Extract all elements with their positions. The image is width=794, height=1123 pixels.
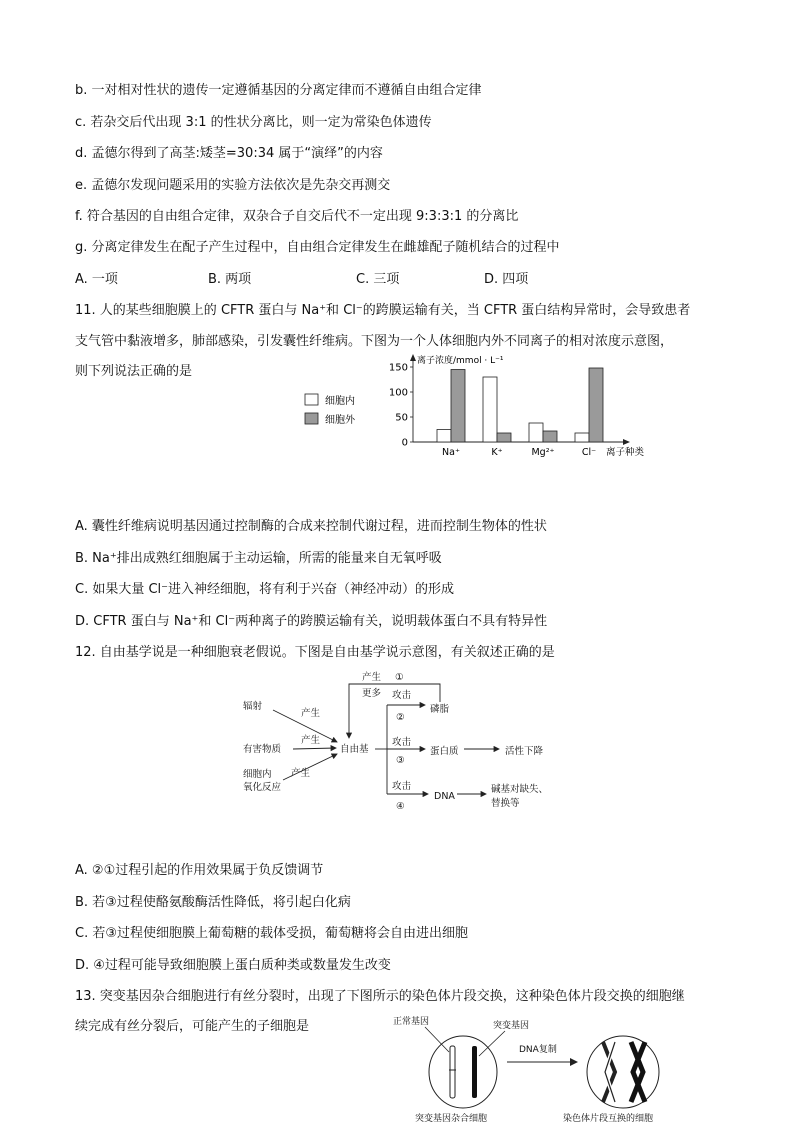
bar-inside-1 — [483, 377, 497, 442]
q10-statement-d: d. 孟德尔得到了高茎:矮茎=30:34 属于“演绎”的内容 — [75, 146, 383, 161]
bar-inside-2 — [529, 423, 543, 442]
legend-label-outside: 细胞外 — [325, 415, 355, 426]
label-produce-3: 产生 — [291, 768, 311, 779]
y-tick-label: 150 — [388, 362, 408, 374]
bar-outside-3 — [589, 368, 603, 442]
q10-statement-e: e. 孟德尔发现问题采用的实验方法依次是先杂交再测交 — [75, 178, 391, 193]
step-3-marker: ③ — [396, 755, 405, 766]
q10-statement-g: g. 分离定律发生在配子产生过程中，自由组合定律发生在雌雄配子随机结合的过程中 — [75, 240, 560, 255]
target-dna: DNA — [434, 791, 455, 802]
label-normal-gene: 正常基因 — [393, 1017, 430, 1027]
bar-outside-1 — [497, 433, 511, 442]
q13-stem-line2: 续完成有丝分裂后，可能产生的子细胞是 — [75, 1019, 310, 1034]
q11-option-d[interactable]: D. CFTR 蛋白与 Na⁺和 Cl⁻两种离子的跨膜运输有关，说明载体蛋白不具有特异性 — [75, 614, 548, 629]
category-label: K⁺ — [491, 447, 503, 458]
bar-outside-2 — [543, 431, 557, 442]
q10-statement-c: c. 若杂交后代出现 3:1 的性状分离比，则一定为常染色体遗传 — [75, 115, 432, 130]
y-axis-arrow — [410, 354, 416, 361]
q10-options — [75, 271, 675, 289]
source-oxidation-line2: 氧化反应 — [243, 782, 282, 793]
label-dna-replication: DNA复制 — [519, 1045, 557, 1055]
q13-stem-line1: 13. 突变基因杂合细胞进行有丝分裂时，出现了下图所示的染色体片段交换，这种染色体片段交换的细胞继 — [75, 989, 685, 1004]
q10-statement-b: b. 一对相对性状的遗传一定遵循基因的分离定律而不遵循自由组合定律 — [75, 83, 482, 98]
legend-swatch-inside — [305, 394, 318, 405]
bar-outside-0 — [451, 370, 465, 443]
q10-option-d[interactable]: D. 四项 — [484, 272, 529, 287]
q11-option-c[interactable]: C. 如果大量 Cl⁻进入神经细胞，将有利于兴奋（神经冲动）的形成 — [75, 582, 455, 597]
y-tick-label: 100 — [388, 387, 408, 399]
q12-option-d[interactable]: D. ④过程可能导致细胞膜上蛋白质种类或数量发生改变 — [75, 958, 391, 973]
label-produce-top: 产生 — [362, 672, 382, 683]
q10-option-b[interactable]: B. 两项 — [208, 272, 252, 287]
y-axis-label: 离子浓度/mmol · L⁻¹ — [417, 356, 504, 366]
q12-option-a[interactable]: A. ②①过程引起的作用效果属于负反馈调节 — [75, 863, 324, 878]
x-axis-label: 离子种类 — [606, 447, 645, 458]
q10-statement-f: f. 符合基因的自由组合定律，双杂合子自交后代不一定出现 9:3:3:1 的分离比 — [75, 209, 519, 224]
q11-stem-line1: 11. 人的某些细胞膜上的 CFTR 蛋白与 Na⁺和 Cl⁻的跨膜运输有关，当 CFTR 蛋白结构异常时，会导致患者 — [75, 303, 691, 318]
caption-heterozygous-cell: 突变基因杂合细胞 — [415, 1114, 488, 1123]
caption-exchange-cell: 染色体片段互换的细胞 — [563, 1114, 654, 1123]
source-oxidation-line1: 细胞内 — [243, 769, 272, 780]
category-label: Na⁺ — [442, 447, 460, 458]
source-radiation: 辐射 — [243, 701, 263, 712]
label-attack-2: 攻击 — [392, 737, 412, 748]
free-radical-node: 自由基 — [340, 744, 369, 755]
category-label: Mg²⁺ — [531, 447, 555, 458]
q12-option-b[interactable]: B. 若③过程使酪氨酸酶活性降低，将引起白化病 — [75, 895, 351, 910]
label-more: 更多 — [362, 688, 382, 699]
ion-concentration-chart — [295, 352, 675, 467]
label-attack-3: 攻击 — [392, 781, 412, 792]
target-phospholipid: 磷脂 — [430, 704, 450, 715]
category-label: Cl⁻ — [581, 447, 597, 458]
result-base-pair-line1: 碱基对缺失、 — [491, 784, 549, 795]
heterozygous-cell — [429, 1036, 497, 1108]
q12-stem: 12. 自由基学说是一种细胞衰老假说。下图是自由基学说示意图，有关叙述正确的是 — [75, 645, 555, 660]
bar-inside-3 — [575, 433, 589, 442]
step-1-marker: ① — [395, 672, 404, 683]
label-produce-2: 产生 — [301, 735, 321, 746]
free-radical-diagram — [235, 668, 595, 813]
x-axis-arrow — [623, 439, 630, 445]
q11-stem-line3: 则下列说法正确的是 — [75, 364, 193, 379]
chromosome-normal — [450, 1046, 455, 1098]
q11-option-a[interactable]: A. 囊性纤维病说明基因通过控制酶的合成来控制代谢过程，进而控制生物体的性状 — [75, 519, 547, 534]
q11-option-b[interactable]: B. Na⁺排出成熟红细胞属于主动运输，所需的能量来自无氧呼吸 — [75, 551, 442, 566]
q10-option-c[interactable]: C. 三项 — [356, 272, 400, 287]
step-4-marker: ④ — [396, 801, 405, 812]
q10-option-a[interactable]: A. 一项 — [75, 272, 118, 287]
result-base-pair-line2: 替换等 — [491, 798, 520, 809]
chromosome-mutant — [472, 1046, 477, 1098]
legend-label-inside: 细胞内 — [325, 396, 355, 407]
exchange-cell — [587, 1036, 659, 1108]
y-tick-label: 50 — [395, 412, 408, 424]
source-harmful-substance: 有害物质 — [243, 744, 282, 755]
label-mutant-gene: 突变基因 — [493, 1021, 530, 1031]
step-2-marker: ② — [396, 712, 405, 723]
label-produce-1: 产生 — [301, 708, 321, 719]
q11-stem-line2: 支气管中黏液增多，肺部感染，引发囊性纤维病。下图为一个人体细胞内外不同离子的相对浓度示意图， — [75, 334, 674, 349]
label-attack-1: 攻击 — [392, 690, 412, 701]
target-protein: 蛋白质 — [430, 746, 459, 757]
y-tick-label: 0 — [401, 437, 408, 449]
chromosome-exchange-figure — [385, 1010, 725, 1123]
legend-swatch-outside — [305, 413, 318, 424]
bar-inside-0 — [437, 430, 451, 443]
arrow-harmful — [293, 748, 336, 749]
q12-option-c[interactable]: C. 若③过程使细胞膜上葡萄糖的载体受损，葡萄糖将会自由进出细胞 — [75, 926, 468, 941]
result-activity-down: 活性下降 — [505, 746, 544, 757]
